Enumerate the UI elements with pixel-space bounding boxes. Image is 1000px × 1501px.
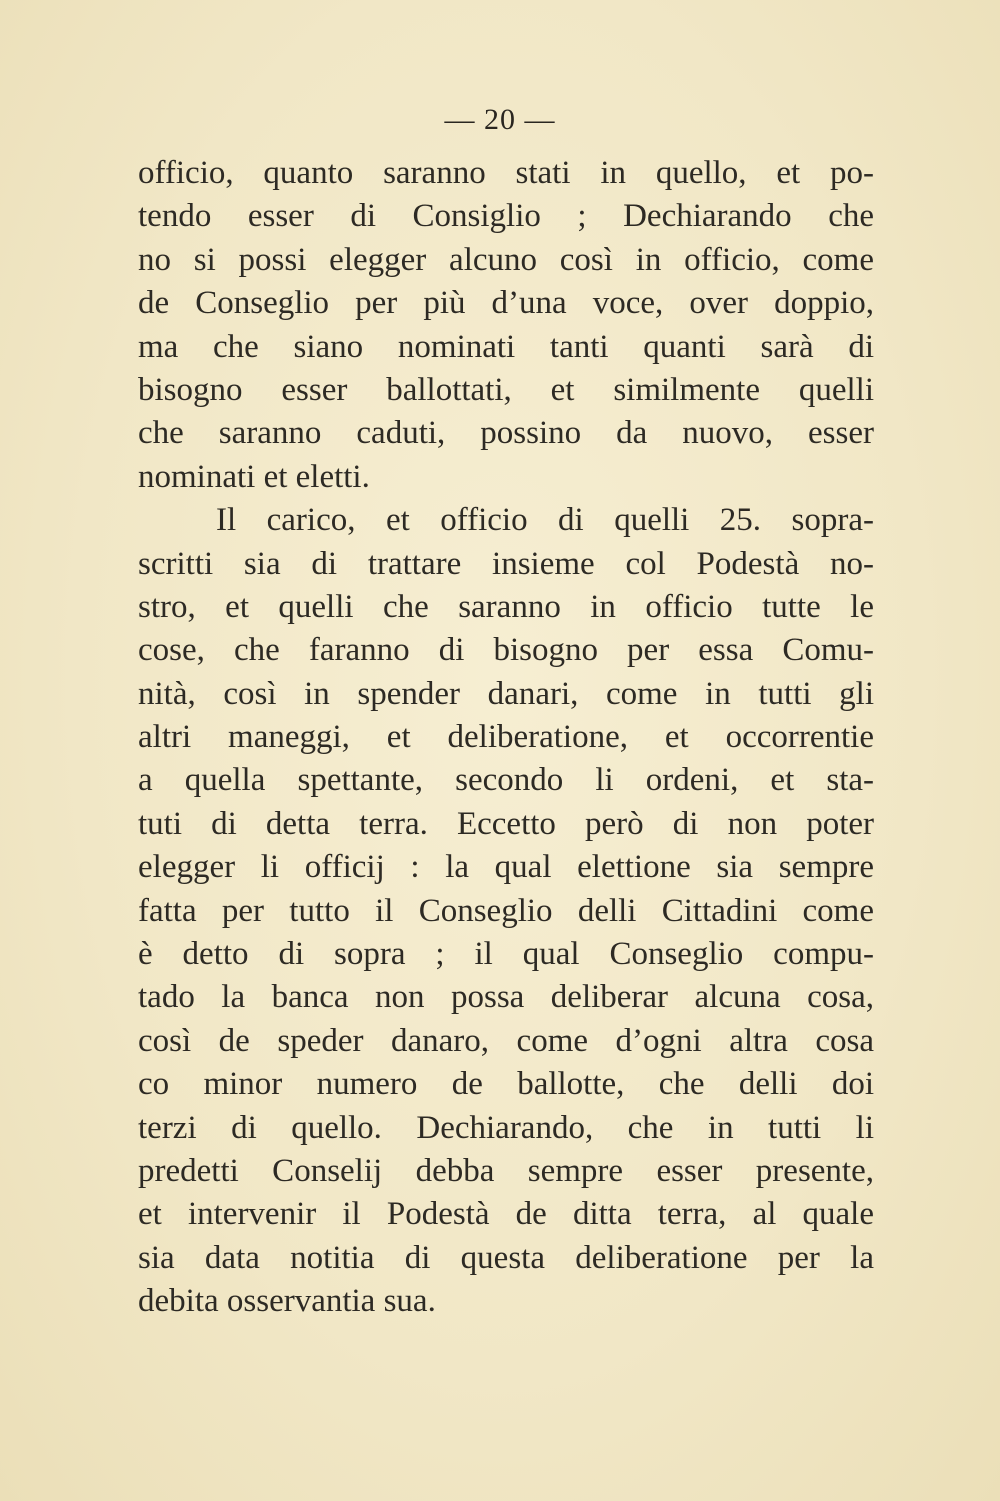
- text-line: nità, così in spender danari, come in tutti gli: [138, 675, 874, 712]
- text-line: bisogno esser ballottati, et similmente quelli: [138, 371, 874, 408]
- text-line: altri maneggi, et deliberatione, et occorrentie: [138, 719, 874, 756]
- text-line: nominati et eletti.: [138, 458, 370, 495]
- text-line: fatta per tutto il Conseglio delli Cittadini come: [138, 892, 874, 929]
- text-line: tendo esser di Consiglio ; Dechiarando che: [138, 198, 874, 235]
- page-number: — 20 —: [444, 103, 556, 136]
- text-line: terzi di quello. Dechiarando, che in tutti li: [138, 1109, 874, 1146]
- text-line: a quella spettante, secondo li ordeni, et sta-: [138, 762, 874, 799]
- body-text: [138, 152, 874, 1324]
- text-line: stro, et quelli che saranno in officio tutte le: [138, 588, 874, 625]
- text-line: scritti sia di trattare insieme col Podestà no-: [138, 545, 874, 582]
- text-line: Il carico, et officio di quelli 25. sopra-: [216, 502, 874, 539]
- text-line: et intervenir il Podestà de ditta terra, al quale: [138, 1196, 874, 1233]
- text-line: no si possi elegger alcuno così in officio, come: [138, 241, 874, 278]
- text-line: predetti Conselij debba sempre esser presente,: [138, 1152, 874, 1189]
- text-line: sia data notitia di questa deliberatione per la: [138, 1239, 874, 1276]
- text-line: tuti di detta terra. Eccetto però di non poter: [138, 805, 874, 842]
- text-line: co minor numero de ballotte, che delli doi: [138, 1066, 874, 1103]
- text-line: ma che siano nominati tanti quanti sarà di: [138, 328, 874, 365]
- text-line: elegger li officij : la qual elettione sia sempre: [138, 849, 874, 886]
- text-line: debita osservantia sua.: [138, 1283, 436, 1320]
- text-line: è detto di sopra ; il qual Conseglio compu-: [138, 936, 874, 973]
- text-line: così de speder danaro, come d’ogni altra cosa: [138, 1022, 874, 1059]
- text-line: che saranno caduti, possino da nuovo, esser: [138, 415, 874, 452]
- text-line: de Conseglio per più d’una voce, over doppio,: [138, 285, 874, 322]
- text-line: officio, quanto saranno stati in quello, et po-: [138, 155, 874, 191]
- text-line: tado la banca non possa deliberar alcuna cosa,: [138, 979, 874, 1016]
- text-line: cose, che faranno di bisogno per essa Comu-: [138, 632, 874, 669]
